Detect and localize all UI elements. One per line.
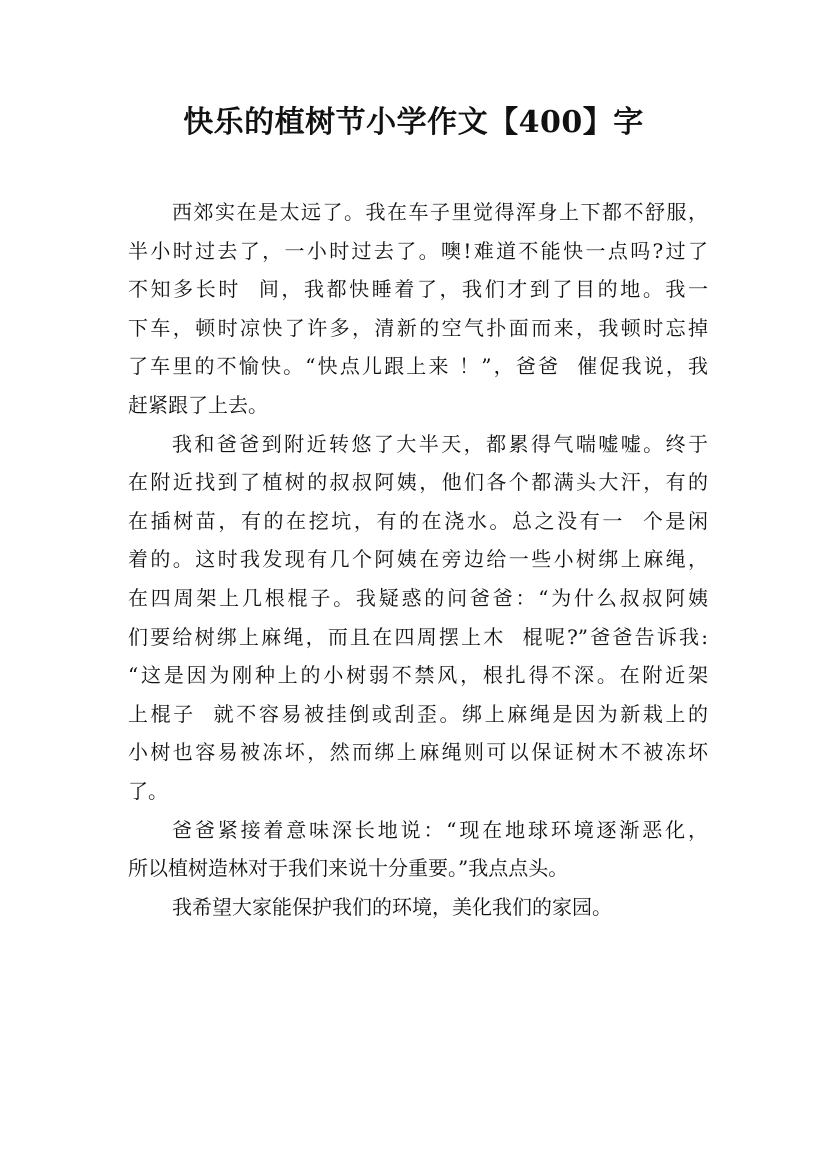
text-line: 我和爸爸到附近转悠了大半天，都累得气喘嘘嘘。终于 (172, 431, 708, 456)
text-line: 了。 (128, 778, 168, 803)
text-line: 在附近找到了植树的叔叔阿姨，他们各个都满头大汗，有的 (128, 470, 708, 495)
text-line: 不知多长时 间，我都快睡着了，我们才到了目的地。我一 (128, 277, 708, 302)
document-title: 快乐的植树节小学作文【400】字 (183, 105, 644, 140)
text-line: 们要给树绑上麻绳，而且在四周摆上木 棍呢?”爸爸告诉我: (128, 624, 708, 649)
text-line: 爸爸紧接着意味深长地说：“现在地球环境逐渐恶化， (172, 817, 708, 842)
paragraph-3 (128, 811, 708, 888)
text-line: 在四周架上几根棍子。我疑惑的问爸爸：“为什么叔叔阿姨 (128, 585, 708, 610)
paragraph-2 (128, 425, 708, 811)
text-line: 西郊实在是太远了。我在车子里觉得浑身上下都不舒服， (172, 200, 708, 224)
text-line: 小树也容易被冻坏，然而绑上麻绳则可以保证树木不被冻坏 (128, 740, 708, 765)
text-line: 下车，顿时凉快了许多，清新的空气扑面而来，我顿时忘掉 (128, 315, 708, 340)
text-line: 赶紧跟了上去。 (128, 392, 268, 417)
text-line: 在插树苗，有的在挖坑，有的在浇水。总之没有一 个是闲 (128, 508, 708, 533)
text-line: 我希望大家能保护我们的环境，美化我们的家园。 (172, 894, 612, 919)
text-line: 上棍子 就不容易被挂倒或刮歪。绑上麻绳是因为新栽上的 (128, 701, 708, 726)
document-body (128, 193, 708, 926)
text-line: 着的。这时我发现有几个阿姨在旁边给一些小树绑上麻绳， (128, 547, 708, 572)
paragraph-1 (128, 193, 708, 425)
text-line: 所以植树造林对于我们来说十分重要。”我点点头。 (128, 856, 569, 881)
text-line: “这是因为刚种上的小树弱不禁风，根扎得不深。在附近架 (128, 663, 708, 688)
paragraph-4 (128, 888, 708, 927)
text-line: 了车里的不愉快。“快点儿跟上来 ！”，爸爸 催促我说，我 (128, 354, 708, 379)
text-line: 半小时过去了，一小时过去了。噢!难道不能快一点吗?过了 (128, 238, 708, 263)
